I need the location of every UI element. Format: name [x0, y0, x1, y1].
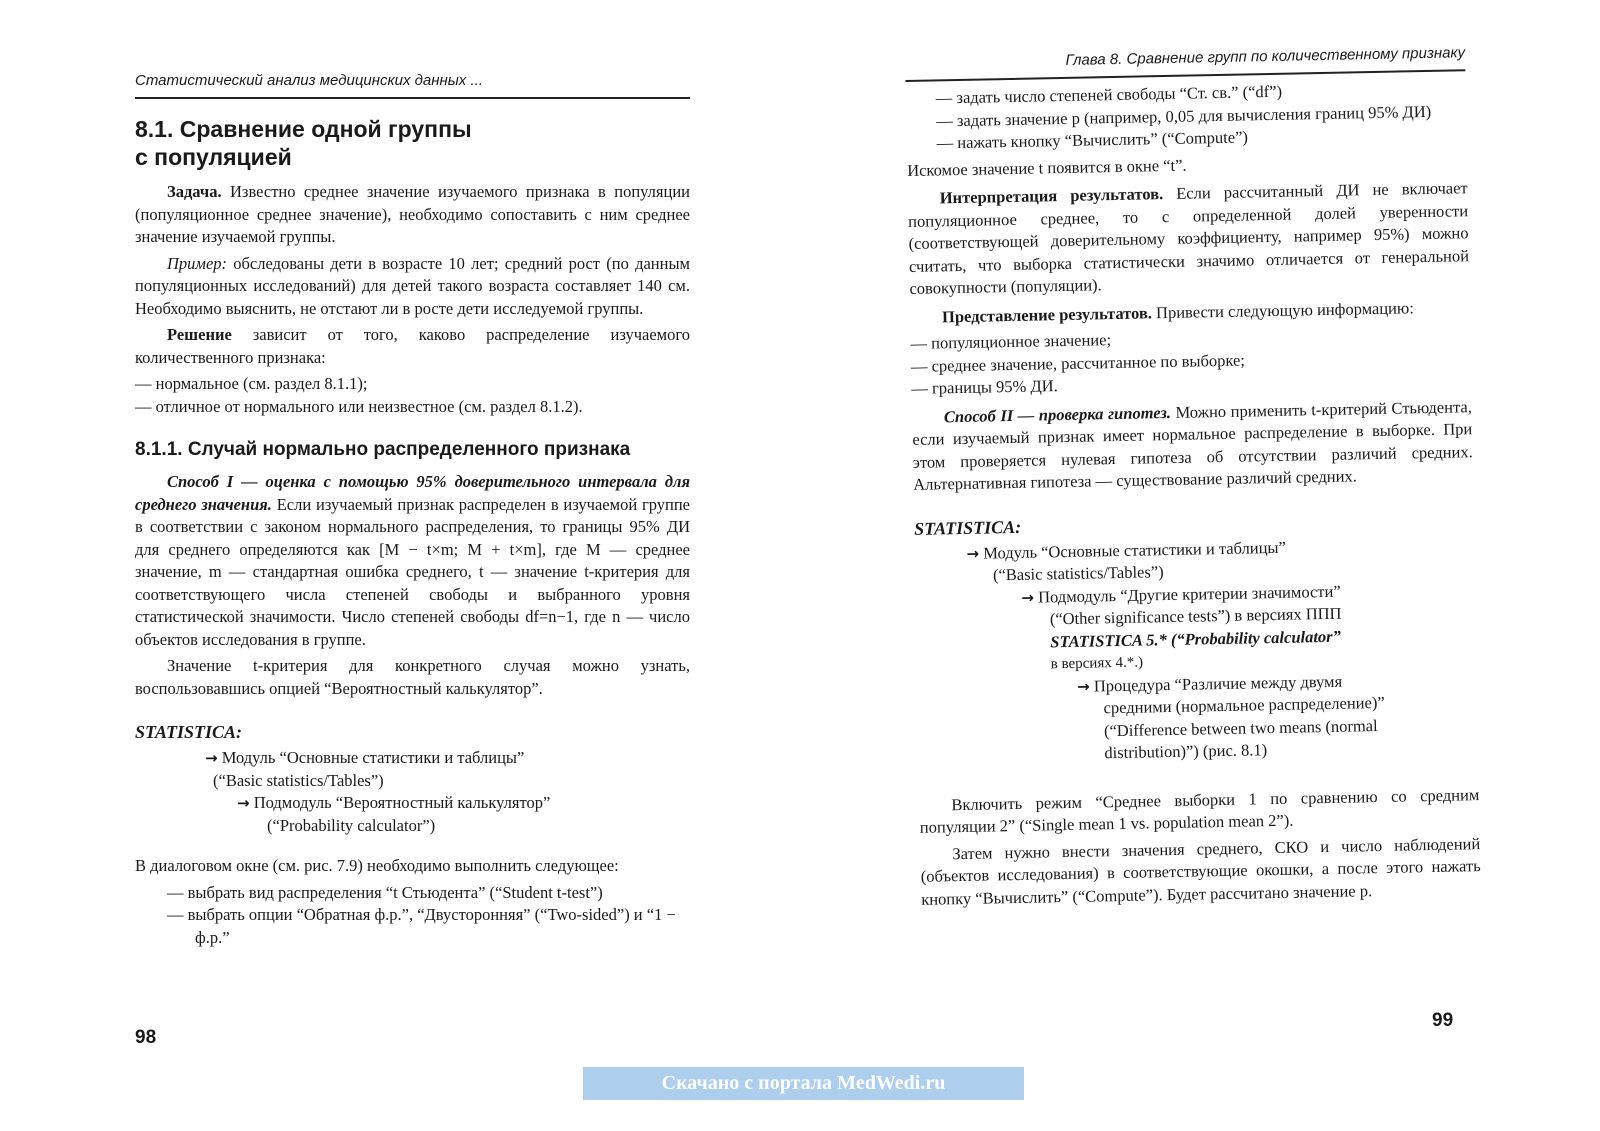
- menu-path: [135, 747, 690, 837]
- present-list: [910, 322, 1471, 400]
- right-page: [905, 44, 1481, 915]
- present-text: Привести следующую информацию:: [1151, 297, 1414, 322]
- menu-text: distribution)”) (рис. 8.1): [1104, 740, 1268, 763]
- list-item: — популяционное значение;: [910, 330, 1112, 353]
- interp-label: Интерпретация результатов.: [939, 184, 1164, 208]
- menu-text: (“Other significance tests”) в версиях ППП: [1049, 603, 1342, 629]
- example-paragraph: [135, 253, 690, 321]
- arrow-right-icon: →: [966, 544, 980, 563]
- t-appears-paragraph: Искомое значение t появится в окне “t”.: [907, 155, 1187, 180]
- menu-line: [135, 770, 690, 793]
- menu-text: STATISTICA 5.* (“Probability calculator”: [1050, 626, 1342, 651]
- menu-text: в версиях 4.*.): [1050, 654, 1144, 673]
- menu-line: [135, 792, 690, 815]
- section-title: [135, 115, 690, 171]
- task-label: Задача.: [167, 182, 222, 201]
- arrow-right-icon: →: [1021, 588, 1035, 607]
- method1-paragraph: [135, 471, 690, 651]
- example-text: обследованы дети в возрасте 10 лет; средний рост (по данным популяционных исследований) для детей такого возраста составляет 140 см. Необходимо выяснить, не отстают ли в росте дети исследуемой группы.: [135, 253, 690, 318]
- arrow-right-icon: →: [1076, 677, 1090, 696]
- example-label: Пример:: [167, 253, 228, 273]
- dialog-list: [135, 882, 690, 950]
- arrow-right-icon: →: [237, 794, 250, 812]
- menu-text: (“Probability calculator”): [267, 815, 436, 835]
- statistica-label: STATISTICA:: [135, 722, 243, 742]
- solution-text: зависит от того, каково распределение изучаемого количественного признака:: [135, 325, 690, 367]
- present-label: Представление результатов.: [941, 302, 1153, 326]
- arrow-right-icon: →: [205, 749, 218, 767]
- list-item: — выбрать опции “Обратная ф.р.”, “Двусторонняя” (“Two-sided”) и “1 − ф.р.”: [167, 905, 676, 947]
- method2-paragraph: [912, 396, 1474, 497]
- method2-label: Способ II — проверка гипотез.: [943, 402, 1172, 426]
- interp-text: Если рассчитанный ДИ не включает популяционное среднее, то с определенной долей уверенности (соответствующей доверительному коэффициенту, например 95%) можно считать, что выборка статистически значимо отличается от генеральной совокупности (популяции).: [908, 178, 1470, 298]
- left-page: [135, 72, 690, 953]
- running-head-left: Статистический анализ медицинских данных ...: [135, 72, 690, 99]
- method1-text: Если изучаемый признак распределен в изучаемой группе в соответствии с законом нормального распределения, то границы 95% ДИ для среднего определяются как [M − t×m; M + t×m], где M — среднее значение, m — стандартная ошибка среднего, t — значение t-критерия для соответствующего числа степеней свободы и выбранного уровня статистической значимости. Число степеней свободы df=n−1, где n — число объектов исследования в группе.: [135, 494, 690, 649]
- task-paragraph: [135, 181, 690, 249]
- top-list: [906, 77, 1467, 155]
- section-title-line-1: 8.1. Сравнение одной группы: [135, 116, 472, 142]
- list-item: — границы 95% ДИ.: [911, 376, 1058, 398]
- menu-text: Подмодуль “Вероятностный калькулятор”: [253, 793, 551, 812]
- method2-text: Можно применить t-критерий Стьюдента, если изучаемый признак имеет нормальное распределение в выборке. При этом проверяется нулевая гипотеза об отсутствии различий средних. Альтернативная гипотеза — существование различий средних.: [912, 396, 1473, 494]
- page-number-left: 98: [135, 1027, 157, 1048]
- list-item: — задать число степеней свободы “Ст. св.” (“df”): [935, 81, 1283, 108]
- menu-text: Модуль “Основные статистики и таблицы”: [221, 748, 525, 767]
- solution-label: Решение: [167, 325, 232, 344]
- menu-text: (“Basic statistics/Tables”): [992, 562, 1164, 585]
- menu-text: Модуль “Основные статистики и таблицы”: [983, 537, 1287, 563]
- watermark-banner: Скачано с портала MedWedi.ru: [583, 1067, 1024, 1100]
- list-item: — выбрать вид распределения “t Стьюдента” (“Student t-test”): [167, 882, 603, 902]
- interp-paragraph: [908, 177, 1470, 300]
- menu-text: (“Difference between two means (normal: [1103, 715, 1378, 740]
- solution-list: [135, 373, 690, 418]
- dialog-paragraph: В диалоговом окне (см. рис. 7.9) необходимо выполнить следующее:: [135, 856, 619, 875]
- section-title-line-2: с популяцией: [135, 144, 292, 170]
- list-item: — нормальное (см. раздел 8.1.1);: [135, 374, 368, 393]
- then-paragraph: Затем нужно внести значения среднего, СКО и число наблюдений (объектов исследования) в соответствующие окошки, а после этого нажать кнопку “Вычислить” (“Compute”). Будет рассчитано значение p.: [920, 833, 1481, 909]
- list-item: — задать значение p (например, 0,05 для вычисления границ 95% ДИ): [936, 101, 1432, 130]
- list-item: — нажать кнопку “Вычислить” (“Compute”): [936, 127, 1249, 153]
- statistica-label: STATISTICA:: [913, 516, 1022, 539]
- menu-text: Подмодуль “Другие критерии значимости”: [1037, 581, 1341, 607]
- menu-line: [135, 815, 690, 838]
- menu-text: (“Basic statistics/Tables”): [213, 770, 384, 790]
- solution-paragraph: [135, 324, 690, 369]
- subsection-title: 8.1.1. Случай нормально распределенного признака: [135, 439, 631, 460]
- menu-path: [914, 533, 1478, 769]
- task-text: Известно среднее значение изучаемого признака в популяции (популяционное среднее значение), необходимо сопоставить с ним среднее значение изучаемой группы.: [135, 182, 690, 246]
- list-item: — среднее значение, рассчитанное по выборке;: [910, 350, 1246, 376]
- menu-line: [135, 747, 690, 770]
- method1-label: Способ I — оценка с помощью 95% доверительного интервала для среднего значения.: [135, 472, 690, 514]
- menu-text: средними (нормальное распределение)”: [1103, 692, 1385, 718]
- page-number-right: 99: [1432, 1010, 1454, 1031]
- list-item: — отличное от нормального или неизвестное (см. раздел 8.1.2).: [135, 396, 583, 416]
- menu-text: Процедура “Различие между двумя: [1093, 671, 1343, 695]
- mode-paragraph: Включить режим “Среднее выборки 1 по сравнению со средним популяции 2” (“Single mean 1 vs. population mean 2”).: [919, 784, 1480, 837]
- tvalue-paragraph: Значение t-критерия для конкретного случая можно узнать, воспользовавшись опцией “Вероятностный калькулятор”.: [135, 656, 690, 698]
- running-head-right: Глава 8. Сравнение групп по количественному признаку: [905, 44, 1465, 82]
